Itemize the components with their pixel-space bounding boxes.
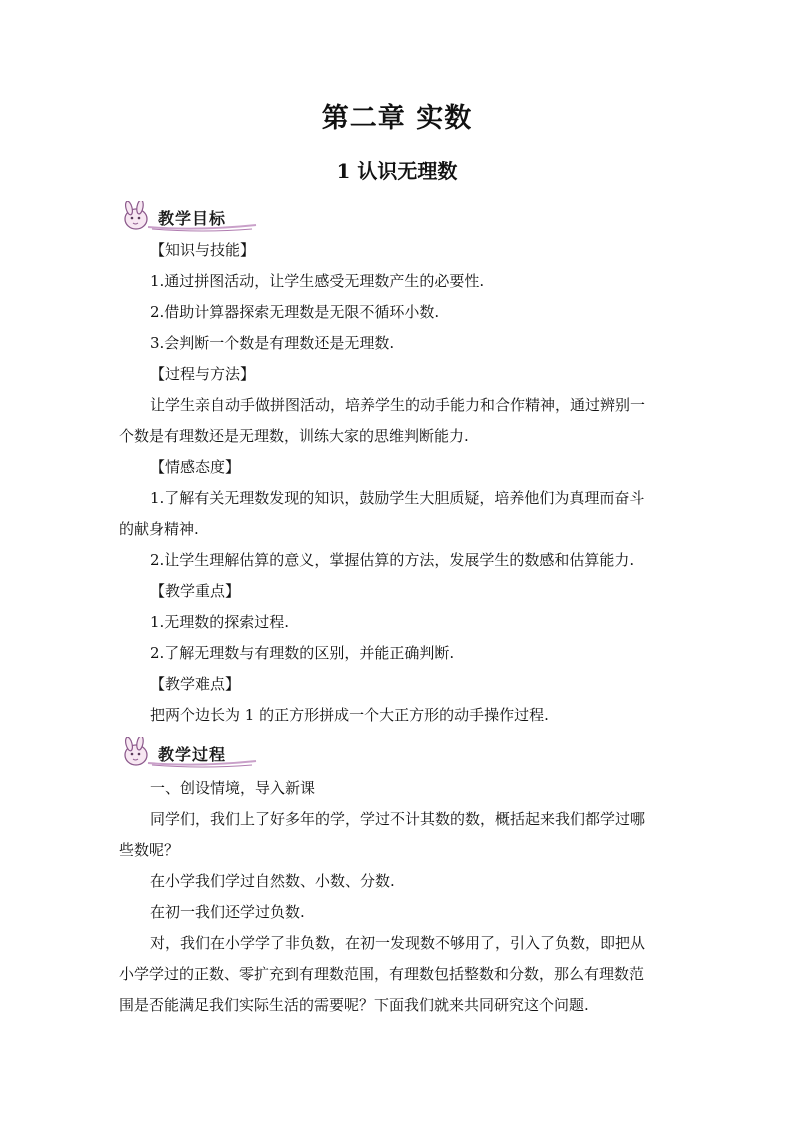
heading-difficulties: 【教学难点】 bbox=[150, 675, 241, 693]
badge-process-label: 教学过程 bbox=[158, 745, 227, 764]
paragraph-line: 2.借助计算器探索无理数是无限不循环小数. bbox=[150, 303, 440, 321]
badge-goals-label: 教学目标 bbox=[158, 209, 227, 228]
paragraph-line: 1.了解有关无理数发现的知识，鼓励学生大胆质疑，培养他们为真理而奋斗 bbox=[150, 489, 645, 507]
paragraph-line: 1.无理数的探索过程. bbox=[150, 613, 290, 631]
paragraph-line: 让学生亲自动手做拼图活动，培养学生的动手能力和合作精神，通过辨别一 bbox=[150, 396, 646, 414]
paragraph-line: 围是否能满足我们实际生活的需要呢？下面我们就来共同研究这个问题. bbox=[119, 996, 589, 1014]
section-badge-goals bbox=[118, 201, 258, 233]
heading-attitude: 【情感态度】 bbox=[150, 458, 241, 476]
paragraph-line: 把两个边长为 1 的正方形拼成一个大正方形的动手操作过程. bbox=[150, 706, 549, 724]
section-title: 1 认识无理数 bbox=[336, 159, 458, 183]
paragraph-line: 的献身精神. bbox=[119, 520, 199, 538]
paragraph-line: 2.让学生理解估算的意义，掌握估算的方法，发展学生的数感和估算能力. bbox=[150, 551, 635, 569]
paragraph-line: 1.通过拼图活动，让学生感受无理数产生的必要性. bbox=[150, 272, 485, 290]
paragraph-line: 同学们，我们上了好多年的学，学过不计其数的数，概括起来我们都学过哪 bbox=[150, 810, 646, 828]
paragraph-line: 在初一我们还学过负数. bbox=[150, 903, 305, 921]
paragraph-line: 3.会判断一个数是有理数还是无理数. bbox=[150, 334, 395, 352]
heading-process-method: 【过程与方法】 bbox=[150, 365, 256, 383]
paragraph-line: 对，我们在小学学了非负数，在初一发现数不够用了，引入了负数，即把从 bbox=[150, 934, 646, 952]
paragraph-line: 2.了解无理数与有理数的区别，并能正确判断. bbox=[150, 644, 455, 662]
heading-knowledge: 【知识与技能】 bbox=[150, 241, 256, 259]
section-heading: 一、创设情境，导入新课 bbox=[150, 779, 316, 797]
chapter-title: 第二章 实数 bbox=[321, 103, 473, 134]
section-badge-process bbox=[118, 737, 258, 769]
heading-key-points: 【教学重点】 bbox=[150, 582, 241, 600]
paragraph-line: 些数呢？ bbox=[119, 841, 180, 859]
paragraph-line: 在小学我们学过自然数、小数、分数. bbox=[150, 872, 395, 890]
paragraph-line: 个数是有理数还是无理数，训练大家的思维判断能力. bbox=[119, 427, 469, 445]
paragraph-line: 小学学过的正数、零扩充到有理数范围，有理数包括整数和分数，那么有理数范 bbox=[119, 965, 645, 983]
